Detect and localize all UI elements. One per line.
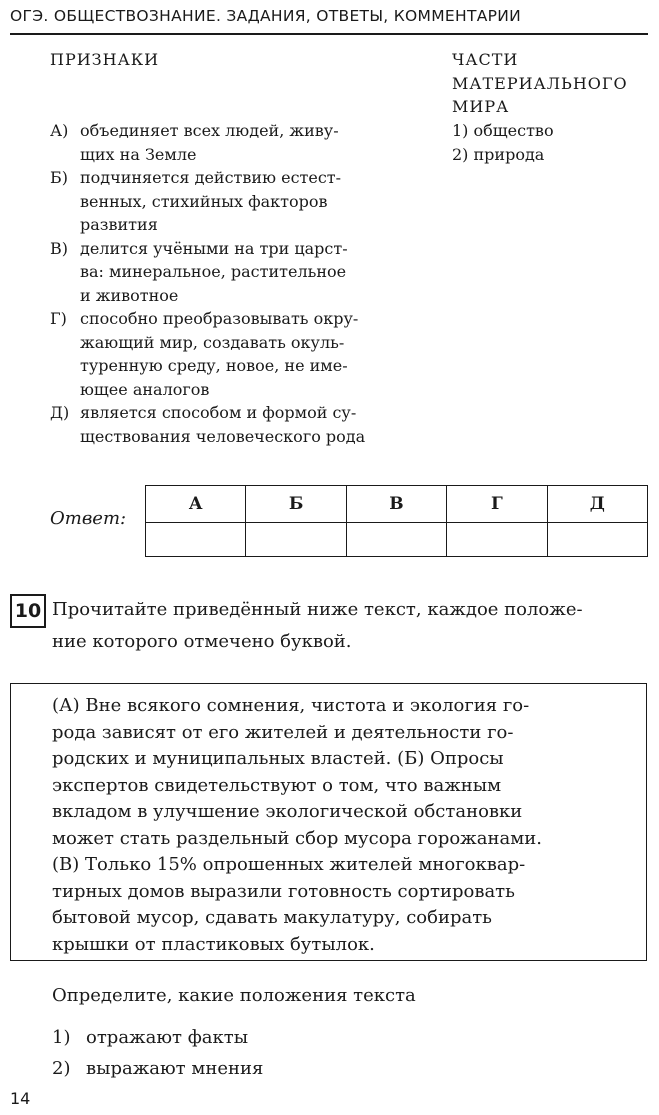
option-item: [52, 1053, 263, 1084]
answer-input-row: [146, 523, 648, 557]
option-number: 1): [52, 1027, 71, 1048]
feature-item-b: [50, 166, 402, 237]
feature-line: делится учёными на три царст-: [80, 238, 348, 258]
feature-item-a: [50, 119, 402, 166]
feature-line: жающий мир, создавать окуль-: [80, 332, 345, 352]
passage-line: крышки от пластиковых бутылок.: [52, 933, 375, 955]
header-divider: [10, 33, 648, 35]
answer-cell[interactable]: [447, 523, 547, 557]
task-prompt-line: ние которого отмечено буквой.: [52, 631, 352, 652]
answer-column-header: В: [346, 486, 446, 523]
passage-line: экспертов свидетельствуют о том, что важным: [52, 774, 502, 796]
answer-column-header: А: [146, 486, 246, 523]
feature-line: ществования человеческого рода: [80, 426, 366, 446]
feature-letter: В): [50, 238, 68, 258]
feature-letter: А): [50, 121, 69, 140]
passage-line: (А) Вне всякого сомнения, чистота и экология го-: [52, 695, 530, 716]
answer-cell[interactable]: [346, 523, 446, 557]
feature-text: [80, 307, 402, 401]
features-heading: ПРИЗНАКИ: [50, 50, 160, 69]
answer-column-header: Д: [547, 486, 647, 523]
feature-line: объединяет всех людей, живу-: [80, 121, 339, 140]
option-number: 2): [52, 1058, 71, 1079]
parts-heading-line: МАТЕРИАЛЬНОГО: [452, 73, 628, 93]
answer-table: [145, 485, 648, 557]
option-text: отражают факты: [86, 1027, 249, 1048]
answer-header-row: [146, 486, 648, 523]
feature-text: [80, 119, 402, 166]
feature-letter: Г): [50, 309, 67, 328]
parts-heading-line: МИРА: [452, 97, 510, 116]
question-text: Определите, какие положения текста: [52, 985, 416, 1006]
answer-cell[interactable]: [547, 523, 647, 557]
passage-line: родских и муниципальных властей. (Б) Опросы: [52, 748, 504, 769]
part-item: 1) общество: [452, 121, 554, 140]
feature-line: туренную среду, новое, не име-: [80, 356, 348, 375]
page-number: 14: [10, 1089, 31, 1108]
feature-line: ющее аналогов: [80, 379, 210, 399]
passage-line: может стать раздельный сбор мусора горожанами.: [52, 827, 542, 849]
parts-heading: [452, 48, 628, 119]
feature-text: [80, 166, 402, 237]
feature-line: развития: [80, 215, 158, 234]
answer-cell[interactable]: [146, 523, 246, 557]
feature-line: венных, стихийных факторов: [80, 191, 328, 211]
passage-line: (В) Только 15% опрошенных жителей многоквар-: [52, 854, 526, 875]
answer-column-header: Г: [447, 486, 547, 523]
answer-column-header: Б: [246, 486, 346, 523]
parts-list: [452, 119, 554, 166]
task-number: 10: [10, 594, 46, 628]
feature-line: щих на Земле: [80, 144, 197, 164]
option-item: [52, 1022, 263, 1053]
passage-text: [52, 693, 607, 958]
answer-label: Ответ:: [50, 508, 127, 529]
parts-heading-line: ЧАСТИ: [452, 50, 519, 69]
features-list: [50, 119, 402, 448]
options-list: [52, 1022, 263, 1084]
option-text: выражают мнения: [86, 1058, 264, 1079]
feature-line: и животное: [80, 285, 179, 305]
feature-item-d: [50, 401, 402, 448]
page-header: ОГЭ. ОБЩЕСТВОЗНАНИЕ. ЗАДАНИЯ, ОТВЕТЫ, КОММЕНТАРИИ: [10, 7, 522, 25]
feature-item-v: [50, 237, 402, 308]
passage-line: тирных домов выразили готовность сортировать: [52, 880, 515, 902]
feature-line: является способом и формой су-: [80, 403, 357, 422]
feature-item-g: [50, 307, 402, 401]
feature-text: [80, 237, 402, 308]
answer-cell[interactable]: [246, 523, 346, 557]
passage-line: рода зависят от его жителей и деятельности го-: [52, 721, 514, 743]
task-prompt: [52, 594, 648, 658]
part-item: 2) природа: [452, 144, 545, 164]
feature-letter: Б): [50, 168, 68, 187]
feature-letter: Д): [50, 403, 70, 422]
feature-line: подчиняется действию естест-: [80, 168, 342, 187]
feature-text: [80, 401, 402, 448]
passage-line: бытовой мусор, сдавать макулатуру, собирать: [52, 907, 492, 928]
passage-line: вкладом в улучшение экологической обстановки: [52, 801, 523, 822]
task-prompt-line: Прочитайте приведённый ниже текст, каждое положе-: [52, 599, 583, 620]
feature-line: ва: минеральное, растительное: [80, 262, 347, 281]
feature-line: способно преобразовывать окру-: [80, 309, 359, 328]
